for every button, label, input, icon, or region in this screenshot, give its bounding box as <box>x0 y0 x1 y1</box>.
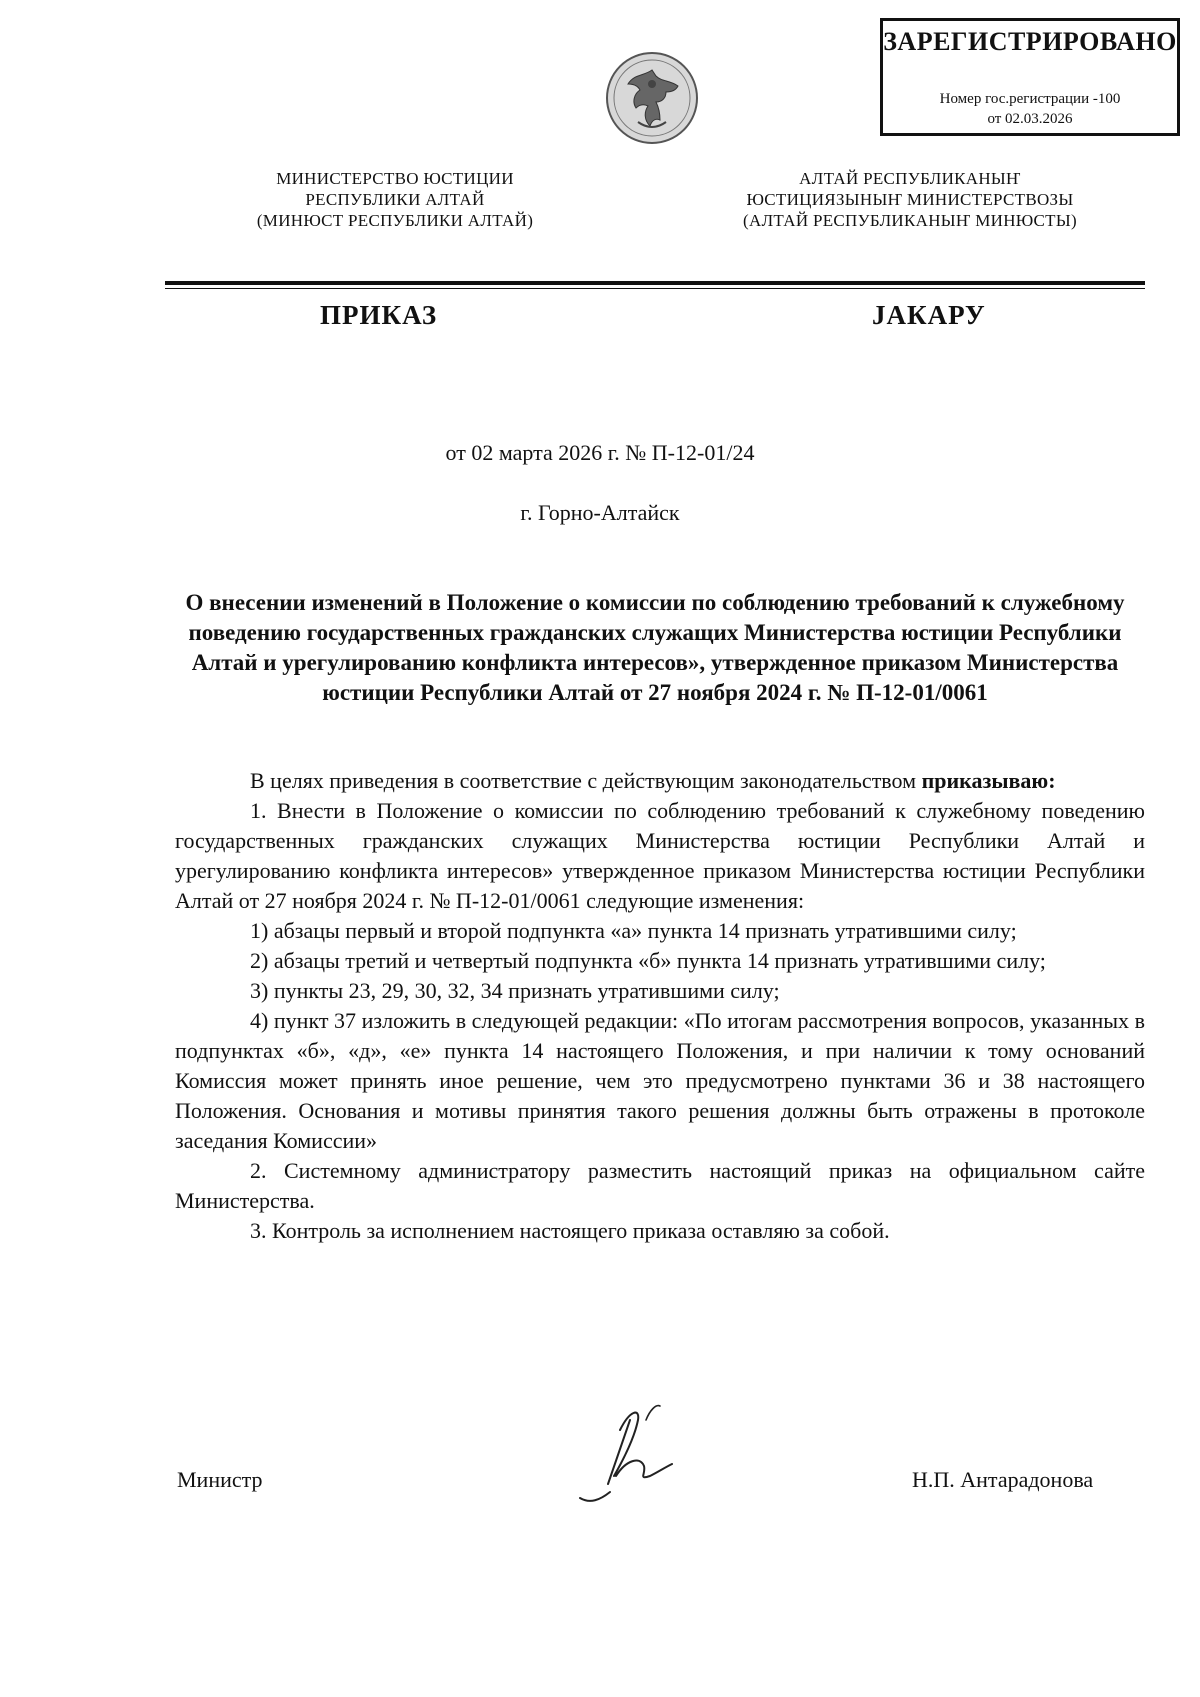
body-item-1: 1. Внести в Положение о комиссии по соблюдению требований к служебному поведению государственных гражданских служащих Министерства юстиции Республики Алтай и урегулированию конфликта интересов» утвержденное приказом Министерства юстиции Республики Алтай от 27 ноября 2024 г. № П-12-01/0061 следующие изменения: <box>175 798 1145 913</box>
ministry-name-altai <box>700 168 1120 231</box>
order-date-number: от 02 марта 2026 г. № П-12-01/24 <box>445 440 755 465</box>
stamp-title: ЗАРЕГИСТРИРОВАНО <box>883 27 1177 56</box>
body-preamble <box>175 766 1145 796</box>
ministry-alt-line-1: АЛТАЙ РЕСПУБЛИКАНЫҤ <box>799 169 1021 188</box>
ministry-name-ru <box>200 168 590 231</box>
document-body <box>175 766 1145 1246</box>
header-divider-thin <box>165 288 1145 289</box>
body-subitem-3: 3) пункты 23, 29, 30, 32, 34 признать утратившими силу; <box>250 978 780 1003</box>
body-item-2: 2. Системному администратору разместить настоящий приказ на официальном сайте Министерства. <box>175 1158 1145 1213</box>
handwritten-signature-icon <box>560 1380 720 1520</box>
doc-type-altai: ЈАКАРУ <box>872 300 986 330</box>
body-subitem-2: 2) абзацы третий и четвертый подпункта «б» пункта 14 признать утратившими силу; <box>250 948 1046 973</box>
order-word: приказываю: <box>921 768 1056 793</box>
order-city: г. Горно-Алтайск <box>520 500 680 525</box>
document-title: О внесении изменений в Положение о комиссии по соблюдению требований к служебному поведению государственных гражданских служащих Министерства юстиции Республики Алтай и урегулированию конфликта интересов», утвержденное приказом Министерства юстиции Республики Алтай от 27 ноября 2024 г. № П-12-01/0061 <box>185 590 1125 705</box>
signer-name: Н.П. Антарадонова <box>912 1467 1094 1492</box>
stamp-reg-date: от 02.03.2026 <box>987 111 1073 127</box>
body-subitem-1: 1) абзацы первый и второй подпункта «а» пункта 14 признать утратившими силу; <box>250 918 1017 943</box>
ministry-ru-line-2: РЕСПУБЛИКИ АЛТАЙ <box>305 190 485 209</box>
header-divider-thick <box>165 281 1145 285</box>
ministry-ru-line-1: МИНИСТЕРСТВО ЮСТИЦИИ <box>276 169 514 188</box>
body-item-3: 3. Контроль за исполнением настоящего приказа оставляю за собой. <box>250 1218 890 1243</box>
doc-type-ru: ПРИКАЗ <box>320 300 438 330</box>
ministry-alt-line-3: (АЛТАЙ РЕСПУБЛИКАНЫҤ МИНЮСТЫ) <box>743 211 1077 230</box>
registration-stamp <box>880 18 1180 136</box>
coat-of-arms-icon <box>604 50 700 146</box>
signer-title: Министр <box>177 1467 263 1492</box>
ministry-ru-line-3: (МИНЮСТ РЕСПУБЛИКИ АЛТАЙ) <box>256 211 534 230</box>
body-subitem-4: 4) пункт 37 изложить в следующей редакции: «По итогам рассмотрения вопросов, указанных в подпунктах «б», «д», «е» пункта 14 настоящего Положения, и при наличии к тому оснований Комиссия может принять иное решение, чем это предусмотрено пунктами 36 и 38 настоящего Положения. Основания и мотивы принятия такого решения должны быть отражены в протоколе заседания Комиссии» <box>175 1008 1145 1153</box>
preamble-text: В целях приведения в соответствие с действующим законодательством <box>250 768 917 793</box>
ministry-alt-line-2: ЮСТИЦИЯЗЫНЫҤ МИНИСТЕРСТВОЗЫ <box>746 190 1074 209</box>
stamp-reg-number: Номер гос.регистрации -100 <box>939 91 1121 107</box>
